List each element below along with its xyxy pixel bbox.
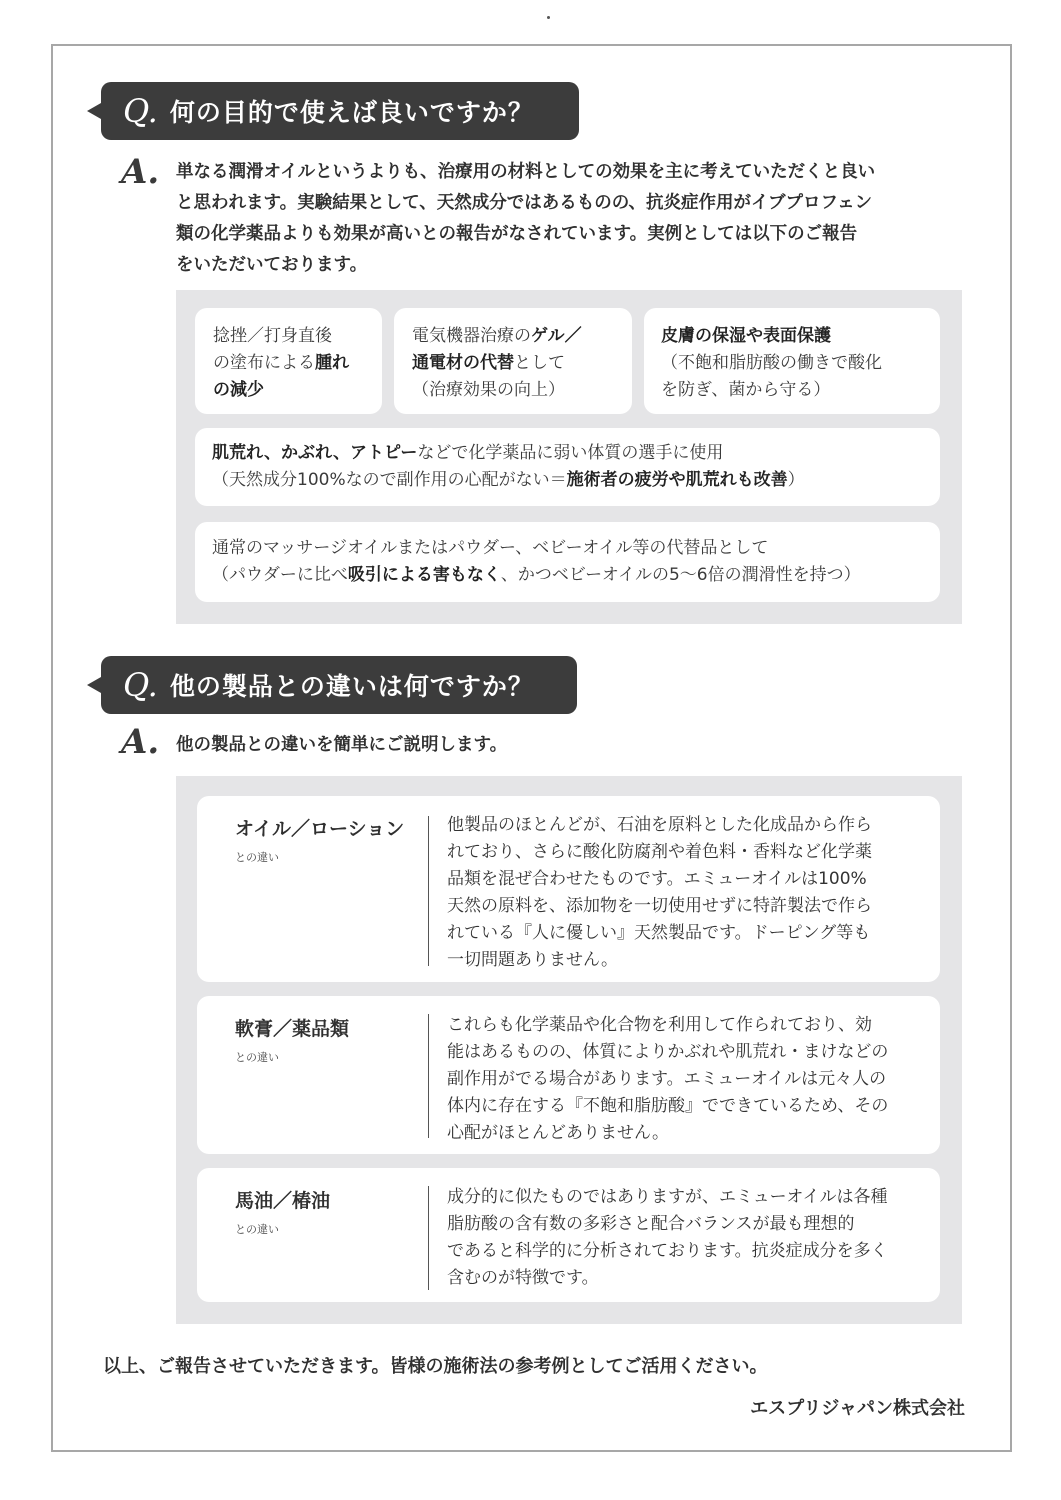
question-text: 何の目的で使えば良いですか？ [169,98,534,127]
question-banner-2 [101,656,577,714]
comparison-row-oil-lotion [197,796,940,982]
q-letter: Q. [123,666,158,704]
comparison-panel [176,776,962,1324]
example-card-sprain [195,308,382,414]
comparison-title: 馬油／椿油 [235,1190,331,1212]
company-name: エスプリジャパン株式会社 [750,1398,965,1419]
divider [428,816,429,966]
comparison-row-horse-oil [197,1168,940,1302]
q-letter: Q. [123,92,158,130]
closing-text: 以上、ご報告させていただきます。皆様の施術法の参考例としてご活用ください。 [103,1356,768,1377]
example-card-gel [394,308,632,414]
comparison-subtitle: との違い [235,1051,279,1064]
card-line: 肌荒れ、かぶれ、アトピーなどで化学薬品に弱い体質の選手に使用 [212,443,724,463]
comparison-body: 成分的に似たものではありますが、エミューオイルは各種 脂肪酸の含有数の多彩さと配合バランスが最も理想的 であると科学的に分析されております。抗炎症成分を多く 含むのが特徴です。 [447,1187,888,1288]
answer-text-2: 他の製品との違いを簡単にご説明します。 [176,735,508,755]
answer-text-1 [176,157,976,281]
comparison-body: これらも化学薬品や化合物を利用して作られており、効 能はあるものの、体質によりかぶれや肌荒れ・まけなどの 副作用がでる場合があります。エミューオイルは元々人の 体内に存在する『不飽和脂肪酸』でできているため、その 心配がほとんどありません。 [447,1015,889,1143]
card-line: （不飽和脂肪酸の働きで酸化 [661,353,882,373]
divider [428,1014,429,1138]
scan-dot [547,16,550,19]
comparison-title: 軟膏／薬品類 [235,1018,350,1040]
comparison-body: 他製品のほとんどが、石油を原料とした化成品から作ら れており、さらに酸化防腐剤や着色料・香料など化学薬 品類を混ぜ合わせたものです。エミューオイルは100% 天然の原料を、添加物を一切使用せずに特許製法で作ら れている『人に優しい』天然製品です。ドーピング等も 一切問題ありません。 [447,815,872,970]
comparison-subtitle: との違い [235,1223,279,1236]
card-line: 皮膚の保湿や表面保護 [661,326,831,346]
answer-line: と思われます。実験結果として、天然成分ではあるものの、抗炎症作用がイブプロフェン [176,193,873,213]
comparison-subtitle: との違い [235,851,279,864]
card-line: （パウダーに比べ吸引による害もなく、かつベビーオイルの5～6倍の潤滑性を持つ） [212,565,861,585]
answer-line: をいただいております。 [176,255,368,275]
card-line: 捻挫／打身直後 [213,326,332,346]
answer-line: 単なる潤滑オイルというよりも、治療用の材料としての効果を主に考えていただくと良い [176,162,876,182]
question-text: 他の製品との違いは何ですか？ [169,672,534,701]
question-banner-1 [101,82,579,140]
a-letter: A. [121,152,160,192]
card-line: を防ぎ、菌から守る） [661,380,831,400]
example-card-skin [644,308,940,414]
example-card-massage [195,522,940,602]
comparison-row-ointment [197,996,940,1154]
card-line: 通電材の代替として [412,353,565,373]
divider [428,1186,429,1290]
card-line: 通常のマッサージオイルまたはパウダー、ベビーオイル等の代替品として [212,538,769,558]
card-line: （天然成分100%なので副作用の心配がない＝施術者の疲労や肌荒れも改善） [212,470,805,490]
card-line: の塗布による腫れ [213,353,349,373]
example-card-athletes [195,428,940,506]
examples-panel [176,290,962,624]
card-line: の減少 [213,380,264,400]
card-line: （治療効果の向上） [412,380,565,400]
a-letter: A. [121,722,160,762]
answer-line: 類の化学薬品よりも効果が高いとの報告がなされています。実例としては以下のご報告 [176,224,858,244]
card-line: 電気機器治療のゲル／ [412,326,582,346]
comparison-title: オイル／ローション [235,818,405,840]
